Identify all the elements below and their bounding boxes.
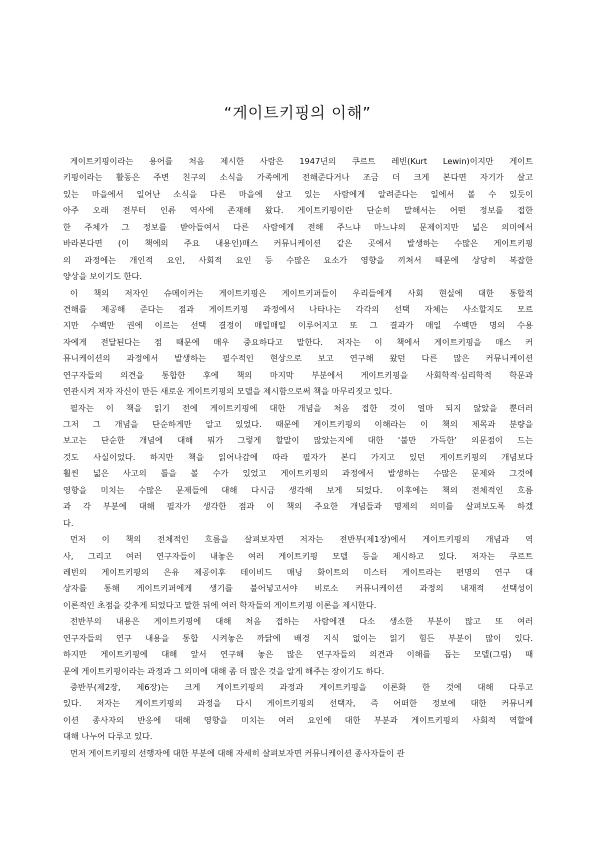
text-line: 것도 사실이었다. 하지만 책을 읽어나감에 따라 필자가 본디 가지고 있던 게이트키핑의 개념보다 [63,451,533,462]
text-line: 이션 종사자의 반응에 대해 영향을 미치는 여러 요인에 대한 부분과 게이트키핑의 사회적 역할에 [63,714,533,725]
text-line: 그저 그 개념을 단순하게만 알고 있었다. 때문에 게이트키핑의 이해라는 이 책의 제목과 분량을 [63,419,533,429]
text-line: 다. [63,517,74,528]
text-line: 사, 그리고 여러 연구자들이 내놓은 여러 게이트키핑 모델 등을 제시하고 있다. 저자는 쿠르트 [63,550,533,561]
text-line: 게이트키핑이라는 용어를 처음 제시한 사람은 1947년의 쿠르트 레빈(Kurt Lewin)이지만 게이트 [70,156,533,166]
text-line: 양상을 보이기도 한다. [63,271,142,282]
text-line: 연구자들의 의견을 통합한 후에 책의 마지막 부분에서 게이트키핑을 사회학적·심리학적 학문과 [63,369,533,380]
text-line: 대해 나누어 다루고 있다. [63,731,153,742]
text-line: 뮤니케이션의 과정에서 발생하는 필수적인 현상으로 보고 연구해 왔던 다른 많은 커뮤니케이션 [63,353,533,364]
text-line: 하지만 게이트키핑에 대해 앞서 연구해 놓은 많은 연구자들의 의견과 이해를 돕는 모델(그림) 때 [63,649,533,660]
text-line: 먼저 이 책의 전체적인 흐름을 살펴보자면 저자는 전반부(제1장)에서 게이트키핑의 개념과 역 [70,534,533,545]
text-line: 필자는 이 책을 읽기 전에 게이트키핑에 대한 개념을 처음 접한 것이 얼마 되지 않았을 뿐더러 [70,402,533,413]
text-line: 영향을 미치는 수많은 문제들에 대해 다시금 생각해 보게 되었다. 이후에는 책의 전체적인 흐름 [63,484,533,495]
text-line: 상자를 통해 게이트키퍼에게 생기를 불어넣고서야 비로소 커뮤니케이션 과정의 내재적 선택성이 [63,583,533,594]
paragraph [63,613,533,679]
text-line: 보고는 단순한 개념에 대해 뭐가 그렇게 할말이 많았는지에 대한 ‘불만 가득한’ 의문점이 드는 [63,435,533,446]
text-line: 키핑이라는 활동은 주변 친구의 소식을 가족에게 전해준다거나 조금 더 크게 본다면 자기가 살고 [63,172,533,183]
text-line: 연관시켜 저자 자신이 만든 새로운 게이트키핑의 모델을 제시함으로써 책을 마무리짓고 있다. [63,386,393,397]
text-line: 연구자들의 연구 내용을 통합 시켜놓은 까닭에 배경 지식 없이는 읽기 힘든 부분이 많이 있다. [63,632,533,643]
text-line: 과 각 부분에 대해 필자가 생각한 점과 이 책의 주요한 개념들과 명제의 의미를 살펴보도록 하겠 [63,501,533,512]
paragraph [63,153,533,285]
text-line: 중반부(제2장, 제6장)는 크게 게이트키핑의 과정과 게이트키핑을 이론화 한 것에 대해 다루고 [70,682,533,692]
text-line: 의 과정에는 개인적 요인, 사회적 요인 등 수많은 요소가 영향을 끼쳐서 때문에 상당히 복잡한 [63,254,533,265]
text-line: 한 주체가 그 정보를 받아들여서 다른 사람에게 전해 주느냐 마느냐의 문제이지만 넓은 의미에서 [63,221,533,232]
text-line: 훨씬 넓은 사고의 틀을 볼 수가 있었고 게이트키핑의 과정에서 발생하는 수많은 문제와 그것에 [63,468,533,479]
document-body [63,153,533,761]
text-line: 자에게 전달된다는 점 때문에 매우 중요하다고 말한다. 저자는 이 책에서 게이트키핑을 매스 커 [63,336,533,347]
paragraph [63,285,533,400]
paragraph [63,679,533,745]
text-line: 지만 수백만 권에 이르는 선택 결정이 매일매일 이루어지고 또 그 결과가 매일 수백만 명의 수용 [63,320,533,331]
paragraph [63,400,533,532]
text-line: 있는 마을에서 일어난 소식을 다른 마을에 살고 있는 사람에게 알려준다는 일에서 볼 수 있듯이 [63,188,533,199]
text-line: 견해를 제공해 준다는 점과 게이트키핑 과정에서 나타나는 각각의 선택 자체는 사소할지도 모르 [63,303,533,314]
text-line: 아주 오래 전부터 인류 역사에 존재해 왔다. 게이트키핑이란 단순히 말해서는 어떤 정보를 접한 [63,205,533,216]
paragraph [63,745,533,761]
text-line: 전반부의 내용은 게이트키핑에 대해 처음 접하는 사람에겐 다소 생소한 부분이 많고 또 여러 [70,616,533,627]
text-line: 문에 게이트키핑이라는 과정과 그 의미에 대해 좀 더 많은 것을 알게 해주는 장이기도 하다. [63,665,385,676]
text-line: 이론적인 초점을 갖추게 되었다고 말한 뒤에 여러 학자들의 게이트키핑 이론을 제시한다. [63,599,377,610]
text-line: 이 책의 저자인 슈메이커는 게이트키핑은 게이트키퍼들이 우리들에게 사회 현실에 대한 통합적 [70,287,533,298]
text-line: 있다. 저자는 게이트키핑의 과정을 다시 게이트키핑의 선택자, 즉 어떠한 정보에 대한 커뮤니케 [63,698,533,709]
paragraph [63,531,533,613]
text-line: 먼저 게이트키핑의 선행자에 대한 부분에 대해 자세히 살펴보자면 커뮤니케이션 종사자들이 관 [70,747,405,758]
text-line: 레빈의 게이트키핑의 은유 제공이후 데이비드 매닝 화이트의 미스터 게이트라는 편명의 연구 대 [63,566,533,577]
document-title: “게이트키핑의 이해” [223,104,372,122]
text-line: 바라본다면 (이 책에의 주요 내용인)매스 커뮤니케이션 같은 곳에서 발생하는 수많은 게이트키핑 [63,238,533,249]
